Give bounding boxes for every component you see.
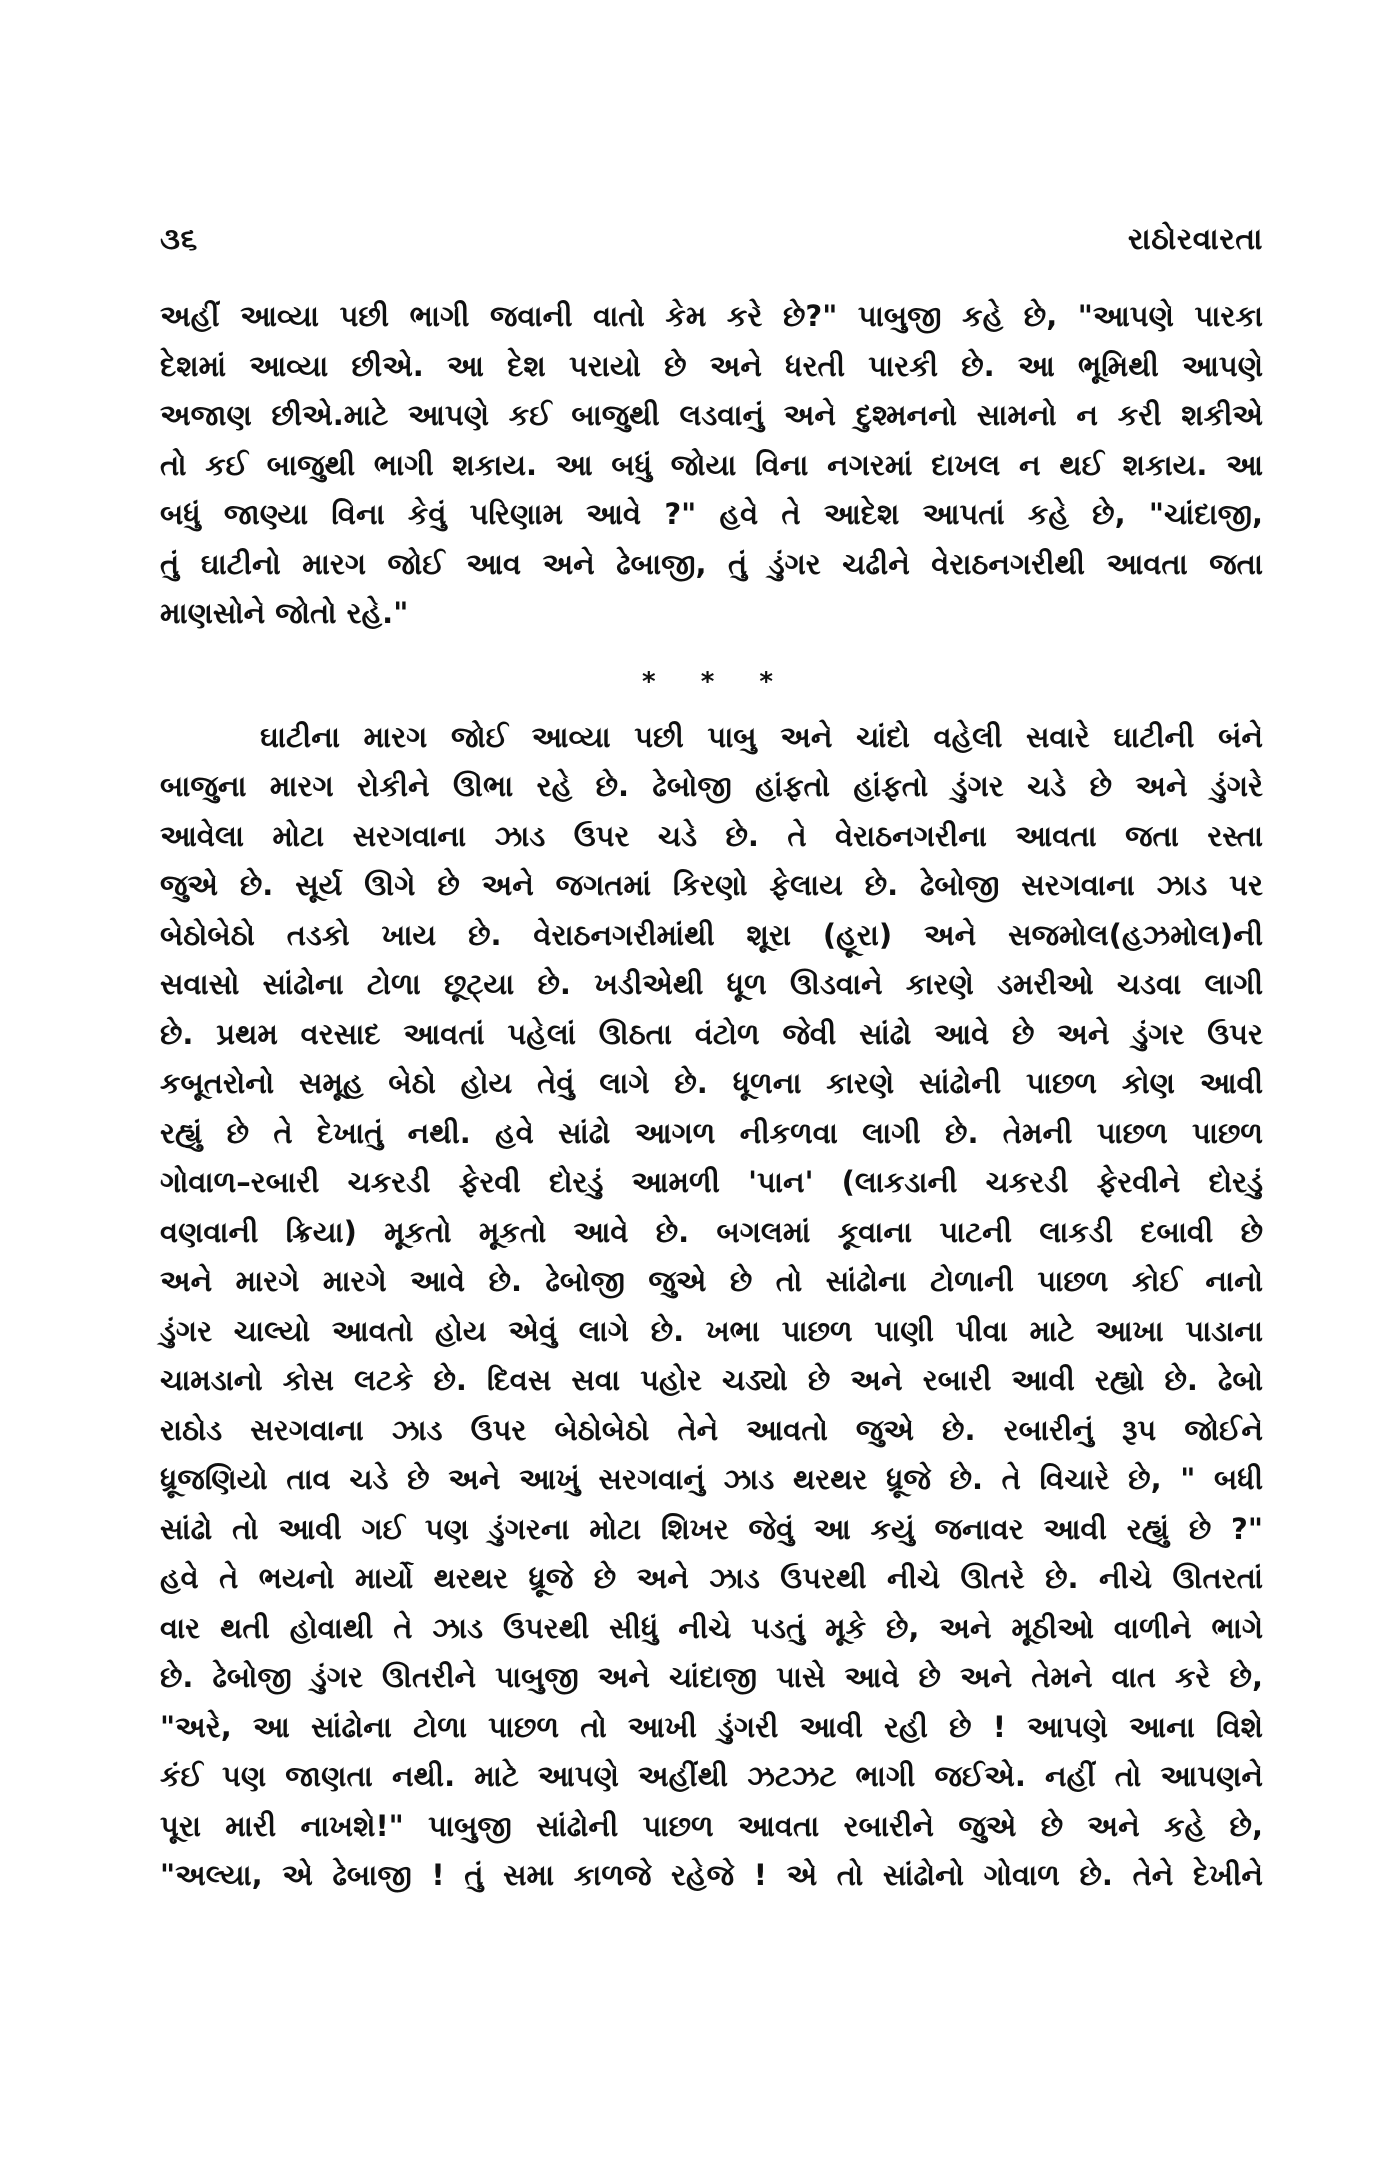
running-title: રાઠોરવારતા [1127, 222, 1263, 257]
text-line: પૂરા મારી નાખશે!" પાબુજી સાંઢોની પાછળ આવતા રબારીને જુએ છે અને કહે છે, [160, 1808, 1263, 1843]
continued-paragraph [160, 292, 1263, 639]
text-line: છે. પ્રથમ વરસાદ આવતાં પહેલાં ઊઠતા વંટોળ જેવી સાંઢો આવે છે અને ડુંગર ઉપર [160, 1016, 1263, 1051]
text-line: રહ્યું છે તે દેખાતું નથી. હવે સાંઢો આગળ નીકળવા લાગી છે. તેમની પાછળ પાછળ [160, 1115, 1263, 1150]
text-line: ધ્રૂજણિયો તાવ ચડે છે અને આખું સરગવાનું ઝાડ થરથર ધ્રૂજે છે. તે વિચારે છે, " બધી [160, 1462, 1263, 1496]
text-line: ડુંગર ચાલ્યો આવતો હોય એવું લાગે છે. ખભા પાછળ પાણી પીવા માટે આખા પાડાના [160, 1313, 1263, 1348]
text-line: જુએ છે. સૂર્ય ઊગે છે અને જગતમાં કિરણો ફેલાય છે. ઢેબોજી સરગવાના ઝાડ પર [160, 868, 1263, 902]
text-line: ઘાટીના મારગ જોઈ આવ્યા પછી પાબુ અને ચાંદો વહેલી સવારે ઘાટીની બંને [260, 719, 1263, 754]
text-line: હવે તે ભયનો માર્યો થરથર ધ્રૂજે છે અને ઝાડ ઉપરથી નીચે ઊતરે છે. નીચે ઊતરતાં [160, 1561, 1263, 1595]
text-line: માણસોને જોતો રહે." [160, 596, 409, 630]
text-line: કબૂતરોનો સમૂહ બેઠો હોય તેવું લાગે છે. ધૂળના કારણે સાંઢોની પાછળ કોણ આવી [160, 1066, 1263, 1100]
main-paragraph [160, 713, 1263, 1901]
text-line: તું ઘાટીનો મારગ જોઈ આવ અને ઢેબાજી, તું ડુંગર ચઢીને વેરાઠનગરીથી આવતા જતા [160, 546, 1263, 581]
text-line: સવાસો સાંઢોના ટોળા છૂટ્યા છે. ખડીએથી ધૂળ ઊડવાને કારણે ડમરીઓ ચડવા લાગી [160, 967, 1263, 1001]
text-line: સાંઢો તો આવી ગઈ પણ ડુંગરના મોટા શિખર જેવું આ કયું જનાવર આવી રહ્યું છે ?" [160, 1511, 1263, 1546]
text-line: છે. ઢેબોજી ડુંગર ઊતરીને પાબુજી અને ચાંદાજી પાસે આવે છે અને તેમને વાત કરે છે, [160, 1660, 1263, 1694]
text-line: બધું જાણ્યા વિના કેવું પરિણામ આવે ?" હવે તે આદેશ આપતાં કહે છે, "ચાંદાજી, [160, 497, 1263, 531]
text-line: દેશમાં આવ્યા છીએ. આ દેશ પરાયો છે અને ધરતી પારકી છે. આ ભૂમિથી આપણે [160, 348, 1263, 383]
text-line: વણવાની ક્રિયા) મૂકતો મૂકતો આવે છે. બગલમાં કૂવાના પાટની લાકડી દબાવી છે [160, 1214, 1263, 1249]
running-header [160, 222, 1263, 257]
text-line: અહીં આવ્યા પછી ભાગી જવાની વાતો કેમ કરે છે?" પાબુજી કહે છે, "આપણે પારકા [160, 299, 1263, 333]
text-line: અને મારગે મારગે આવે છે. ઢેબોજી જુએ છે તો સાંઢોના ટોળાની પાછળ કોઈ નાનો [160, 1264, 1263, 1298]
text-line: બાજુના મારગ રોકીને ઊભા રહે છે. ઢેબોજી હાંફતો હાંફતો ડુંગર ચડે છે અને ડુંગરે [160, 769, 1263, 803]
text-line: આવેલા મોટા સરગવાના ઝાડ ઉપર ચડે છે. તે વેરાઠનગરીના આવતા જતા રસ્તા [160, 818, 1263, 853]
text-line: અજાણ છીએ.માટે આપણે કઈ બાજુથી લડવાનું અને દુશ્મનનો સામનો ન કરી શકીએ [160, 398, 1263, 432]
text-line: તો કઈ બાજુથી ભાગી શકાય. આ બધું જોયા વિના નગરમાં દાખલ ન થઈ શકાય. આ [160, 447, 1263, 482]
body-text [160, 292, 1263, 1901]
text-line: રાઠોડ સરગવાના ઝાડ ઉપર બેઠોબેઠો તેને આવતો જુએ છે. રબારીનું રૂપ જોઈને [160, 1412, 1263, 1447]
section-separator: * * * [642, 666, 791, 697]
page-number: ૩૬ [160, 222, 198, 257]
text-line: "અરે, આ સાંઢોના ટોળા પાછળ તો આખી ડુંગરી આવી રહી છે ! આપણે આના વિશે [160, 1709, 1263, 1744]
text-line: કંઈ પણ જાણતા નથી. માટે આપણે અહીંથી ઝટઝટ ભાગી જઈએ. નહીં તો આપણને [160, 1759, 1263, 1793]
text-line: "અલ્યા, એ ઢેબાજી ! તું સમા કાળજે રહેજે ! એ તો સાંઢોનો ગોવાળ છે. તેને દેખીને [160, 1858, 1263, 1892]
text-line: બેઠોબેઠો તડકો ખાય છે. વેરાઠનગરીમાંથી શૂરા (હૂરા) અને સજમોલ(હઝમોલ)ની [160, 917, 1263, 952]
text-line: ચામડાનો કોસ લટકે છે. દિવસ સવા પહોર ચડ્યો છે અને રબારી આવી રહ્યો છે. ઢેબો [160, 1363, 1263, 1397]
text-line: ગોવાળ–રબારી ચકરડી ફેરવી દોરડું આમળી 'પાન' (લાકડાની ચકરડી ફેરવીને દોરડું [160, 1165, 1263, 1199]
text-line: વાર થતી હોવાથી તે ઝાડ ઉપરથી સીધું નીચે પડતું મૂકે છે, અને મૂઠીઓ વાળીને ભાગે [160, 1610, 1263, 1645]
